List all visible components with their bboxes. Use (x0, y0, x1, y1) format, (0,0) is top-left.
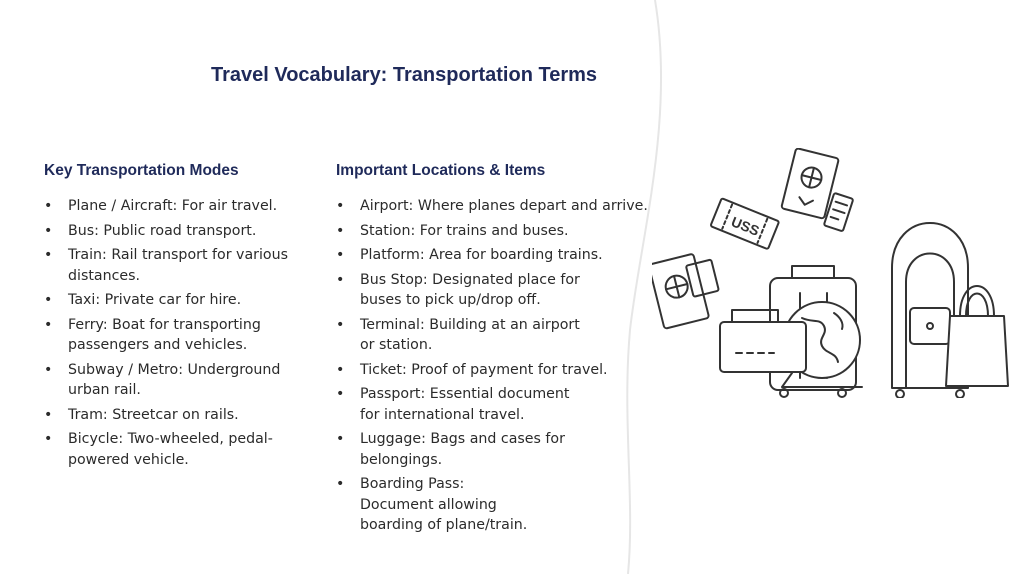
list-item-text: Ticket: Proof of payment for travel. (360, 361, 608, 378)
bullet: • (44, 406, 53, 423)
list-item (44, 315, 316, 356)
bullet: • (336, 271, 345, 288)
bullet: • (336, 386, 345, 402)
ticket-icon (710, 198, 779, 249)
bullet: • (336, 222, 345, 239)
list-item (336, 474, 661, 536)
list-item (44, 221, 316, 242)
slide-title: Travel Vocabulary: Transportation Terms (210, 64, 598, 86)
bullet: • (336, 476, 345, 492)
bullet: • (44, 247, 53, 263)
list-item (44, 245, 316, 286)
list-item (44, 360, 316, 401)
list-item-text: Plane / Aircraft: For air travel. (68, 198, 278, 214)
list-item-text: Terminal: Building at an airport or station. (360, 316, 580, 353)
handbag-icon (946, 286, 1008, 386)
locations-items-heading: Important Locations & Items (336, 162, 546, 179)
passport-icon (652, 250, 725, 329)
bullet: • (44, 431, 53, 447)
transportation-modes-heading: Key Transportation Modes (44, 162, 239, 179)
list-item (44, 290, 316, 311)
bullet: • (336, 316, 345, 333)
list-item-text: Airport: Where planes depart and arrive. (360, 198, 648, 214)
list-item-text: Train: Rail transport for various distances. (68, 247, 288, 284)
travel-illustration (652, 148, 1024, 398)
bullet: • (336, 198, 345, 214)
list-item (336, 221, 661, 242)
list-item-text: Tram: Streetcar on rails. (68, 406, 239, 423)
list-item-text: Bicycle: Two-wheeled, pedal-powered vehicle. (68, 431, 273, 468)
bullet: • (44, 292, 53, 308)
list-item-text: Passport: Essential document for international travel. (360, 386, 570, 423)
list-item (44, 405, 316, 426)
bullet: • (44, 222, 53, 239)
list-item (336, 245, 661, 266)
list-item-text: Luggage: Bags and cases for belongings. (360, 431, 565, 468)
list-item (44, 429, 316, 470)
list-item-text: Boarding Pass: Document allowing boarding of plane/train. (360, 476, 528, 533)
bullet: • (44, 316, 53, 333)
ticket-text: USS (729, 213, 762, 239)
list-item (336, 384, 661, 425)
list-item (336, 270, 661, 311)
list-item-text: Taxi: Private car for hire. (68, 292, 242, 308)
list-item-text: Bus: Public road transport. (68, 222, 257, 239)
list-item-text: Platform: Area for boarding trains. (360, 247, 603, 263)
list-item (336, 315, 661, 356)
bullet: • (336, 247, 345, 263)
transportation-modes-column (44, 162, 316, 474)
bullet: • (336, 361, 345, 378)
list-item (44, 196, 316, 217)
list-item (336, 429, 661, 470)
transportation-modes-list (44, 196, 316, 470)
bullet: • (44, 198, 53, 214)
locations-items-list (336, 196, 661, 536)
bullet: • (336, 431, 345, 447)
list-item-text: Ferry: Boat for transporting passengers and vehicles. (68, 316, 261, 353)
list-item-text: Bus Stop: Designated place for buses to pick up/drop off. (360, 271, 580, 308)
list-item-text: Subway / Metro: Underground urban rail. (68, 361, 281, 398)
list-item-text: Station: For trains and buses. (360, 222, 569, 239)
list-item (336, 360, 661, 381)
list-item (336, 196, 661, 217)
bullet: • (44, 361, 53, 378)
locations-items-column (336, 162, 661, 540)
